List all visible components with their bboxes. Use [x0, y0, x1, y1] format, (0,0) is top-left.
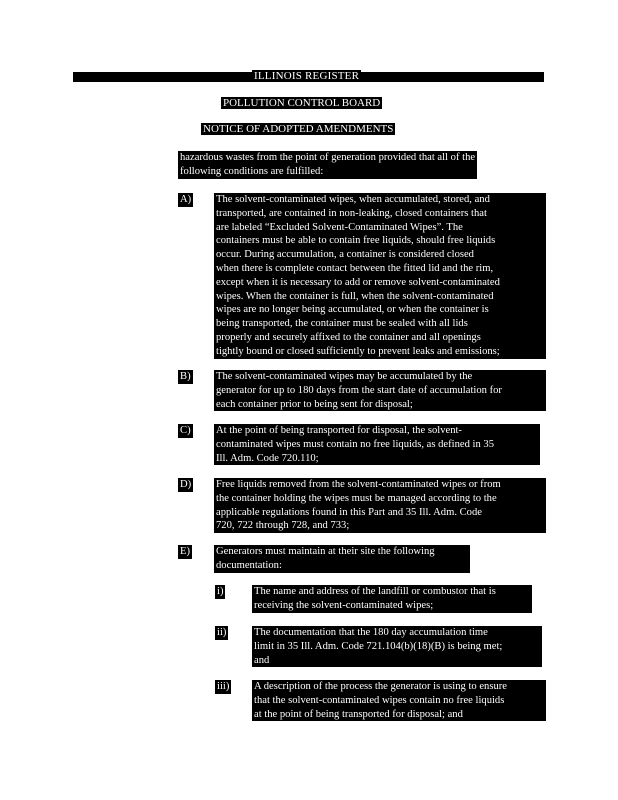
item-line: At the point of being transported for disposal, the solvent- [216, 425, 462, 436]
item-line: except when it is necessary to add or remove solvent-contaminated [216, 276, 500, 288]
subitem-line: and [254, 654, 270, 666]
subitem-line: receiving the solvent-contaminated wipes; [254, 599, 434, 611]
item-line: being transported, the container must be sealed with all lids [216, 318, 468, 330]
subitem-label-i: i) [217, 586, 224, 597]
subitem-line: at the point of being transported for disposal; and [254, 708, 463, 720]
item-line: each container prior to being sent for disposal; [216, 398, 413, 410]
item-line: when there is complete contact between the fitted lid and the rim, [216, 262, 494, 274]
subitem-label-iii: iii) [217, 681, 230, 692]
subitem-line: that the solvent-contaminated wipes contain no free liquids [254, 694, 505, 706]
intro-paragraph [178, 151, 477, 179]
item-line: 720, 722 through 728, and 733; [216, 520, 350, 532]
item-line: Free liquids removed from the solvent-contaminated wipes or from [216, 479, 501, 490]
item-label-d: D) [180, 479, 192, 490]
item-label-a: A) [180, 194, 192, 205]
subitem-line: limit in 35 Ill. Adm. Code 721.104(b)(18)(B) is being met; [254, 640, 503, 652]
item-line: containers must be able to contain free liquids, should free liquids [216, 235, 496, 247]
subitem-line: The name and address of the landfill or combustor that is [254, 586, 496, 597]
item-line: Ill. Adm. Code 720.110; [216, 452, 319, 464]
item-line: properly and securely affixed to the container and all openings [216, 331, 481, 343]
item-line: Generators must maintain at their site the following [216, 546, 435, 557]
item-line: the container holding the wipes must be managed according to the [216, 492, 497, 504]
item-paragraph-e [214, 545, 470, 573]
intro-line: hazardous wastes from the point of generation provided that all of the [180, 152, 476, 163]
item-label-c: C) [180, 425, 191, 436]
item-line: The solvent-contaminated wipes, when accumulated, stored, and [216, 194, 490, 205]
subitem-paragraph-i [252, 585, 532, 613]
subitem-line: A description of the process the generator is using to ensure [254, 681, 508, 692]
item-line: wipes are no longer being accumulated, or when the container is [216, 304, 489, 316]
item-line: wipes. When the container is full, when the solvent-contaminated [216, 290, 494, 302]
item-label-b: B) [180, 371, 191, 382]
item-paragraph-d [214, 478, 546, 533]
notice-title: NOTICE OF ADOPTED AMENDMENTS [203, 123, 394, 135]
item-line: applicable regulations found in this Part and 35 Ill. Adm. Code [216, 506, 482, 518]
item-line: transported, are contained in non-leaking, closed containers that [216, 207, 487, 219]
item-label-e: E) [180, 546, 190, 557]
item-line: contaminated wipes must contain no free liquids, as defined in 35 [216, 438, 495, 450]
subitem-line: The documentation that the 180 day accumulation time [254, 627, 488, 638]
item-line: documentation: [216, 559, 282, 571]
subitem-paragraph-ii [252, 626, 542, 667]
board-title: POLLUTION CONTROL BOARD [223, 97, 381, 109]
item-paragraph-c [214, 424, 540, 465]
item-line: tightly bound or closed sufficiently to prevent leaks and emissions; [216, 345, 500, 357]
item-paragraph-b [214, 370, 546, 411]
item-line: are labeled “Excluded Solvent-Contaminated Wipes”. The [216, 221, 463, 233]
subitem-label-ii: ii) [217, 627, 227, 638]
register-title: ILLINOIS REGISTER [254, 70, 360, 82]
subitem-paragraph-iii [252, 680, 546, 721]
item-line: occur. During accumulation, a container is considered closed [216, 249, 474, 261]
item-paragraph-a [214, 193, 546, 359]
item-line: The solvent-contaminated wipes may be accumulated by the [216, 371, 473, 382]
intro-line: following conditions are fulfilled: [180, 165, 324, 177]
item-line: generator for up to 180 days from the start date of accumulation for [216, 384, 502, 396]
